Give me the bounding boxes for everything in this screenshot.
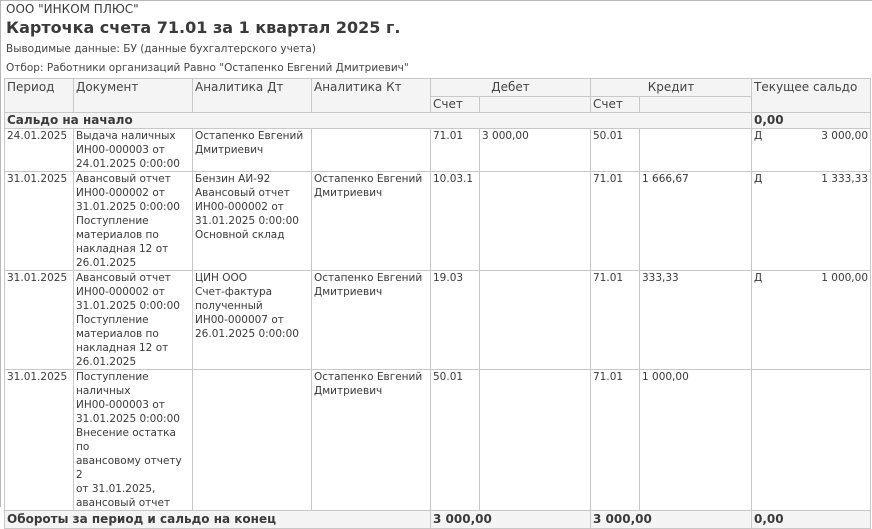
balance-value: 1 333,33 xyxy=(821,173,869,185)
opening-balance-value: 0,00 xyxy=(752,113,871,129)
cell-analytics-kt: Остапенко Евгений Дмитриевич xyxy=(312,370,431,511)
balance-side: Д xyxy=(754,173,763,185)
cell-balance xyxy=(752,370,871,511)
col-header-debit-account[interactable]: Счет xyxy=(431,97,480,113)
cell-balance xyxy=(752,129,871,172)
col-header-document[interactable]: Документ xyxy=(74,79,193,113)
col-header-debit[interactable]: Дебет xyxy=(431,79,591,97)
table-row[interactable] xyxy=(5,370,871,511)
col-header-credit-amount xyxy=(640,97,752,113)
totals-row[interactable] xyxy=(5,511,871,529)
balance-value: 1 000,00 xyxy=(821,272,869,284)
header-row xyxy=(5,79,871,97)
totals-debit: 3 000,00 xyxy=(431,511,591,529)
output-data-line: Выводимые данные: БУ (данные бухгалтерского учета) xyxy=(6,43,316,55)
cell-debit-account: 19.03 xyxy=(431,271,480,370)
cell-analytics-kt: Остапенко Евгений Дмитриевич xyxy=(312,271,431,370)
totals-balance: 0,00 xyxy=(752,511,871,529)
cell-debit-account: 10.03.1 xyxy=(431,172,480,271)
cell-analytics-kt xyxy=(312,129,431,172)
cell-credit-amount xyxy=(640,129,752,172)
account-card-table xyxy=(4,78,871,529)
cell-analytics-dt: ЦИН ООО Счет-фактура полученный ИН00-000007 от 26.01.2025 0:00:00 xyxy=(193,271,312,370)
cell-credit-account: 71.01 xyxy=(591,172,640,271)
cell-period: 31.01.2025 xyxy=(5,271,74,370)
opening-balance-row[interactable] xyxy=(5,113,871,129)
col-header-analytics-dt[interactable]: Аналитика Дт xyxy=(193,79,312,113)
table-row[interactable] xyxy=(5,129,871,172)
page-left-edge xyxy=(0,0,1,507)
cell-credit-account: 71.01 xyxy=(591,271,640,370)
balance-value: 3 000,00 xyxy=(821,130,869,142)
cell-balance xyxy=(752,271,871,370)
cell-credit-amount: 1 000,00 xyxy=(640,370,752,511)
report-title: Карточка счета 71.01 за 1 квартал 2025 г. xyxy=(6,18,401,37)
cell-analytics-dt xyxy=(193,370,312,511)
page-top-edge xyxy=(0,0,872,1)
organization-name: ООО "ИНКОМ ПЛЮС" xyxy=(6,2,139,16)
col-header-balance[interactable]: Текущее сальдо xyxy=(752,79,871,113)
opening-balance-label: Сальдо на начало xyxy=(5,113,752,129)
cell-document[interactable]: Поступление наличных ИН00-000003 от 31.01.2025 0:00:00 Внесение остатка по авансовому отчету 2 от 31.01.2025, авансовый отчет xyxy=(74,370,193,511)
cell-debit-account: 50.01 xyxy=(431,370,480,511)
table-row[interactable] xyxy=(5,271,871,370)
cell-period: 24.01.2025 xyxy=(5,129,74,172)
col-header-analytics-kt[interactable]: Аналитика Кт xyxy=(312,79,431,113)
col-header-debit-amount xyxy=(480,97,591,113)
filter-line: Отбор: Работники организаций Равно "Остапенко Евгений Дмитриевич" xyxy=(6,62,409,74)
cell-analytics-dt: Остапенко Евгений Дмитриевич xyxy=(193,129,312,172)
cell-credit-amount: 1 666,67 xyxy=(640,172,752,271)
cell-debit-amount: 3 000,00 xyxy=(480,129,591,172)
cell-credit-account: 50.01 xyxy=(591,129,640,172)
cell-credit-amount: 333,33 xyxy=(640,271,752,370)
cell-debit-amount xyxy=(480,271,591,370)
cell-document[interactable]: Выдача наличных ИН00-000003 от 24.01.2025 0:00:00 xyxy=(74,129,193,172)
col-header-credit[interactable]: Кредит xyxy=(591,79,752,97)
balance-side: Д xyxy=(754,272,763,284)
cell-debit-account: 71.01 xyxy=(431,129,480,172)
cell-analytics-dt: Бензин АИ-92 Авансовый отчет ИН00-000002 от 31.01.2025 0:00:00 Основной склад xyxy=(193,172,312,271)
cell-analytics-kt: Остапенко Евгений Дмитриевич xyxy=(312,172,431,271)
table-row[interactable] xyxy=(5,172,871,271)
cell-debit-amount xyxy=(480,172,591,271)
cell-period: 31.01.2025 xyxy=(5,370,74,511)
cell-balance xyxy=(752,172,871,271)
cell-debit-amount xyxy=(480,370,591,511)
totals-credit: 3 000,00 xyxy=(591,511,752,529)
cell-document[interactable]: Авансовый отчет ИН00-000002 от 31.01.2025 0:00:00 Поступление материалов по накладная 12 от 26.01.2025 xyxy=(74,271,193,370)
balance-side: Д xyxy=(754,130,763,142)
totals-label: Обороты за период и сальдо на конец xyxy=(5,511,431,529)
col-header-credit-account[interactable]: Счет xyxy=(591,97,640,113)
cell-credit-account: 71.01 xyxy=(591,370,640,511)
col-header-period[interactable]: Период xyxy=(5,79,74,113)
cell-period: 31.01.2025 xyxy=(5,172,74,271)
cell-document[interactable]: Авансовый отчет ИН00-000002 от 31.01.2025 0:00:00 Поступление материалов по накладная 12 от 26.01.2025 xyxy=(74,172,193,271)
